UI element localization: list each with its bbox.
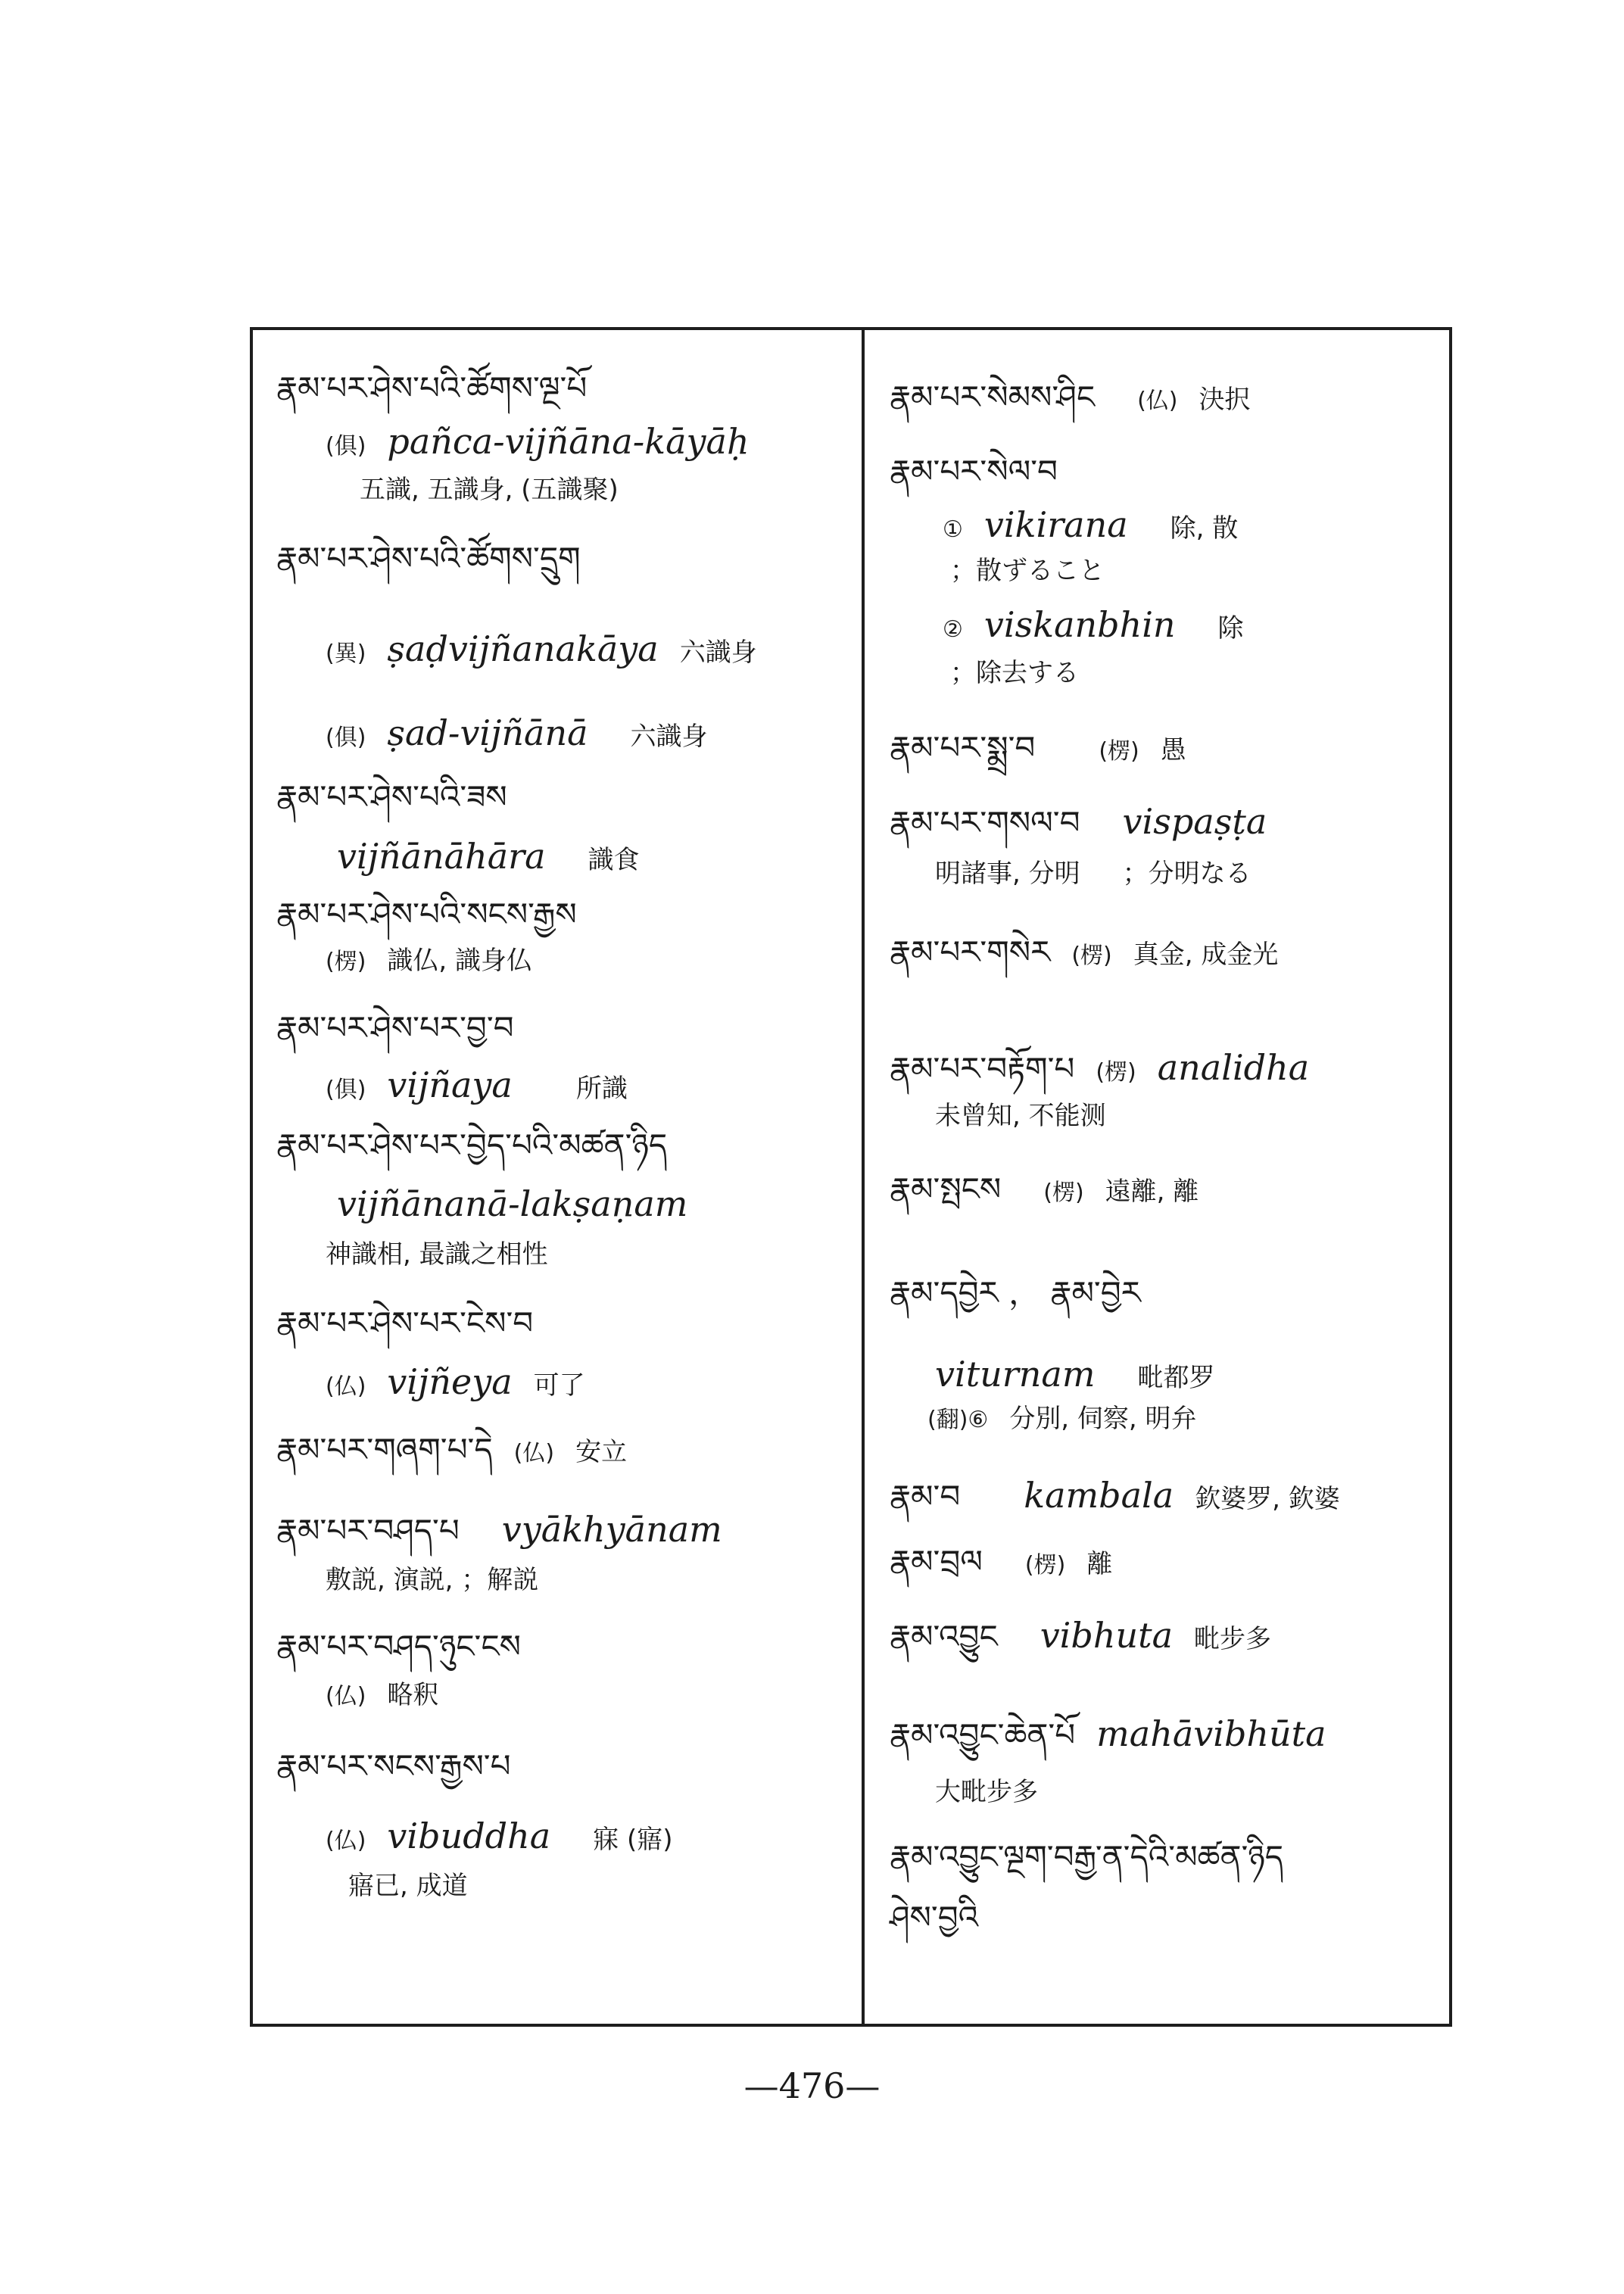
sense-number: ① bbox=[943, 516, 963, 543]
entry-headword: རྣམ་འབྱུང་ལྔག་བརྒྱ་ན་དེའི་མཚན་ཉིད bbox=[890, 1838, 1284, 1875]
entry-gloss: 五識, 五識身, (五識聚) bbox=[360, 475, 619, 505]
source-tag: (楞) bbox=[1096, 1059, 1136, 1086]
entry-headword: རྣམ་དབྱེར ， རྣམ་བྱེར bbox=[890, 1274, 1141, 1311]
entry-headword-line bbox=[890, 1475, 1340, 1516]
entry-gloss: 識仏, 識身仏 bbox=[387, 946, 533, 976]
entry-headword: རྣམ་པར་སེལ་བ bbox=[890, 453, 1058, 490]
entry-gloss: 六識身 bbox=[630, 722, 708, 752]
sanskrit-term: vyākhyānam bbox=[501, 1509, 722, 1550]
entry-gloss: 明諸事, 分明 bbox=[935, 859, 1080, 889]
entry-headword-line bbox=[276, 1431, 628, 1468]
entry-headword-line bbox=[890, 1543, 1113, 1580]
sanskrit-term: mahāvibhūta bbox=[1096, 1713, 1326, 1754]
entry-gloss: 毗都罗 bbox=[1137, 1363, 1215, 1393]
entry-gloss: 遠離, 離 bbox=[1105, 1177, 1199, 1207]
sanskrit-term: ṣaḍvijñanakāya bbox=[387, 628, 659, 669]
entry-headword: རྣམ་པར་ཤེས་པའི་ཚོགས་ལྔ་པོ bbox=[276, 369, 588, 407]
right-column bbox=[882, 327, 1446, 2027]
page-number: —476— bbox=[743, 2065, 881, 2106]
entry-sanskrit-line bbox=[326, 1064, 628, 1105]
entry-headword-line bbox=[890, 933, 1279, 971]
entry-note: ；散ずること bbox=[950, 556, 1105, 586]
entry-note: ；除去する bbox=[950, 658, 1079, 688]
entry-headword: རྣམ་པར་ཤེས་པའི་ཟས bbox=[276, 778, 507, 815]
entry-gloss: 敷説, 演説, ；解説 bbox=[326, 1565, 539, 1595]
entry-headword: རྣམ་པར་གསལ་བ bbox=[890, 804, 1080, 841]
entry-headword-line bbox=[890, 379, 1251, 416]
entry-headword: རྣམ་བྲལ bbox=[890, 1543, 983, 1580]
column-divider bbox=[862, 327, 865, 2027]
entry-headword: རྣམ་པར་སངས་རྒྱས་པ bbox=[276, 1747, 511, 1784]
sanskrit-term: vijñeya bbox=[387, 1361, 513, 1402]
sanskrit-term: analidha bbox=[1157, 1047, 1310, 1088]
source-tag: (俱) bbox=[326, 725, 366, 751]
entry-headword: རྣམ་པར་ཤེས་པའི་ཚོགས་དྲུག bbox=[276, 540, 581, 577]
source-tag: (仏) bbox=[513, 1440, 555, 1466]
source-tag: (楞) bbox=[1024, 1552, 1066, 1579]
entry-headword-line bbox=[890, 1713, 1326, 1754]
entry-gloss: 決択 bbox=[1199, 385, 1251, 415]
entry-headword-line bbox=[890, 801, 1267, 842]
entry-gloss-line bbox=[935, 861, 1252, 887]
source-tag: (楞) bbox=[326, 949, 366, 975]
source-tag: (仏) bbox=[1137, 388, 1178, 414]
entry-headword: རྣམ་པར་བཤད་པ bbox=[276, 1512, 460, 1549]
source-tag: (俱) bbox=[326, 1077, 366, 1103]
entry-gloss: 除, 散 bbox=[1170, 513, 1239, 544]
sanskrit-term: vijñānāhāra bbox=[337, 836, 546, 877]
source-tag: (楞) bbox=[1043, 1180, 1084, 1206]
entry-headword-continuation: ཤེས་བྱའི bbox=[890, 1899, 979, 1936]
entry-headword: རྣམ་པར་གཞག་པ་དེ bbox=[276, 1431, 493, 1468]
entry-headword-line bbox=[890, 1615, 1271, 1656]
source-tag: (俱) bbox=[326, 433, 366, 460]
entry-sanskrit-line bbox=[337, 836, 640, 877]
entry-headword: རྣམ་པར་ཤེས་པའི་སངས་རྒྱས bbox=[276, 896, 577, 933]
entry-sanskrit-line bbox=[326, 712, 708, 753]
sanskrit-term: viturnam bbox=[935, 1354, 1096, 1395]
left-column bbox=[273, 327, 856, 2027]
entry-gloss: 所識 bbox=[575, 1074, 628, 1104]
entry-sanskrit-line bbox=[326, 1816, 673, 1856]
sanskrit-term: viskanbhin bbox=[983, 604, 1176, 645]
source-tag: (仏) bbox=[326, 1828, 366, 1854]
entry-headword: རྣམ་པར་གསེར bbox=[890, 933, 1051, 971]
sanskrit-term: vibuddha bbox=[387, 1816, 551, 1856]
entry-headword: རྣམ་པར་ཤེས་པར་ངེས་བ bbox=[276, 1304, 534, 1342]
source-tag: (異) bbox=[326, 641, 366, 667]
entry-sanskrit-line bbox=[326, 421, 750, 462]
sanskrit-term: kambala bbox=[1024, 1475, 1174, 1516]
sanskrit-term: pañca-vijñāna-kāyāḥ bbox=[387, 421, 750, 462]
entry-gloss: 未曾知, 不能测 bbox=[935, 1101, 1106, 1131]
entry-gloss-line bbox=[927, 1406, 1197, 1432]
entry-headword: རྣམ་འབྱུང་ཆེན་པོ bbox=[890, 1716, 1076, 1753]
entry-gloss: 真金, 成金光 bbox=[1133, 940, 1279, 970]
entry-gloss: ；分明なる bbox=[1122, 859, 1252, 889]
entry-gloss: 可了 bbox=[533, 1370, 585, 1401]
entry-gloss: 大毗步多 bbox=[935, 1777, 1038, 1807]
entry-gloss: 神識相, 最識之相性 bbox=[326, 1239, 548, 1270]
entry-headword: རྣམ་པར་སེམས་ཤིང bbox=[890, 379, 1096, 416]
entry-headword: རྣམ་བ bbox=[890, 1478, 961, 1515]
entry-headword: རྣམ་འབྱུང bbox=[890, 1618, 998, 1655]
entry-headword-line bbox=[276, 1509, 722, 1550]
source-tag: (楞) bbox=[1099, 738, 1139, 765]
sanskrit-term: vispaṣṭa bbox=[1122, 801, 1267, 842]
entry-gloss-line bbox=[326, 1682, 438, 1708]
entry-gloss: 六識身 bbox=[679, 637, 757, 668]
entry-headword-line bbox=[890, 1047, 1310, 1088]
sanskrit-term: vijñānanā-lakṣaṇam bbox=[337, 1183, 688, 1224]
source-tag: (仏) bbox=[326, 1373, 366, 1400]
entry-sanskrit-line bbox=[943, 604, 1244, 645]
entry-gloss: 毗步多 bbox=[1194, 1624, 1271, 1654]
entry-headword: རྣམ་པར་བརྟོག་པ bbox=[890, 1050, 1075, 1087]
entry-gloss: 離 bbox=[1086, 1549, 1113, 1579]
sense-number: ② bbox=[943, 616, 963, 643]
entry-gloss: 識食 bbox=[588, 845, 640, 875]
entry-headword: རྣམ་སྤངས bbox=[890, 1170, 1002, 1208]
source-tag: (仏) bbox=[326, 1683, 366, 1710]
entry-headword: རྣམ་པར་སྨྲ་བ bbox=[890, 729, 1036, 766]
entry-gloss: 寤已, 成道 bbox=[348, 1871, 468, 1901]
entry-gloss: 欽婆罗, 欽婆 bbox=[1195, 1484, 1340, 1514]
entry-headword: རྣམ་པར་ཤེས་པར་བྱ་བ bbox=[276, 1009, 514, 1046]
entry-gloss: 寐 (寤) bbox=[593, 1825, 673, 1855]
entry-sanskrit-line bbox=[943, 504, 1239, 545]
entry-sanskrit-line bbox=[935, 1354, 1215, 1395]
entry-sanskrit-line bbox=[326, 628, 757, 669]
entry-headword: རྣམ་པར་ཤེས་པར་བྱེད་པའི་མཚན་ཉིད bbox=[276, 1127, 668, 1164]
entry-gloss: 略釈 bbox=[387, 1680, 439, 1710]
entry-gloss: 分別, 伺察, 明弁 bbox=[1009, 1404, 1197, 1434]
entry-headword: རྣམ་པར་བཤད་ཉུང་ངས bbox=[276, 1628, 521, 1665]
sanskrit-term: vijñaya bbox=[387, 1064, 513, 1105]
entry-sanskrit-line bbox=[326, 1361, 585, 1402]
entry-gloss-line bbox=[326, 948, 532, 974]
source-tag: (楞) bbox=[1071, 943, 1112, 969]
sanskrit-term: ṣad-vijñānā bbox=[387, 712, 588, 753]
entry-headword-line bbox=[890, 729, 1186, 766]
sanskrit-term: vikirana bbox=[983, 504, 1128, 545]
entry-gloss: 安立 bbox=[575, 1437, 628, 1467]
source-tag: (翻)⑥ bbox=[927, 1407, 989, 1433]
entry-gloss: 愚 bbox=[1160, 735, 1186, 765]
entry-headword-line bbox=[890, 1170, 1199, 1208]
entry-gloss: 除 bbox=[1217, 613, 1244, 644]
sanskrit-term: vibhuta bbox=[1040, 1615, 1173, 1656]
